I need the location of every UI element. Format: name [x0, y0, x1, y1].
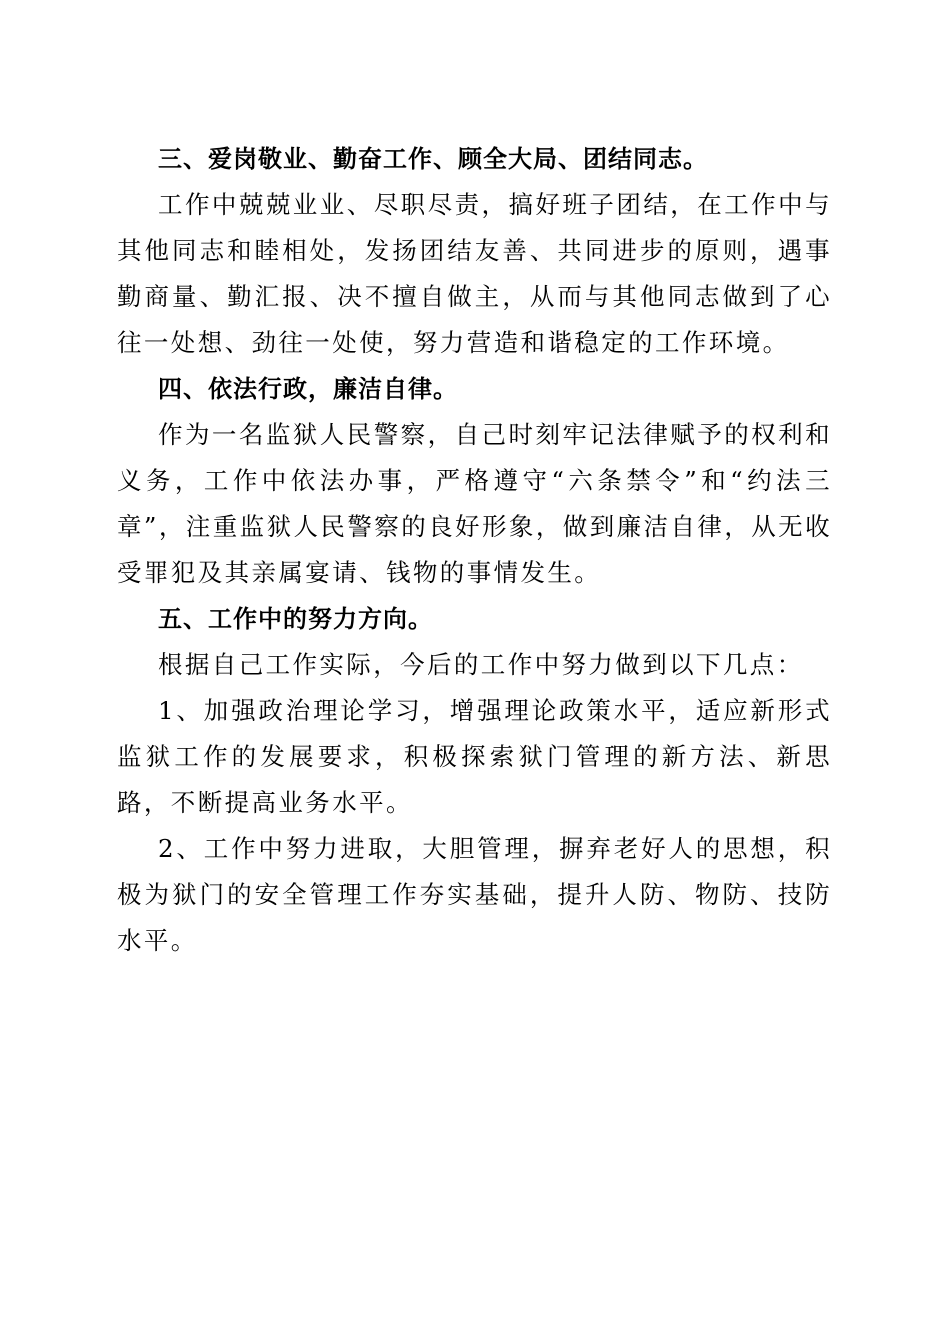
document-body [117, 136, 832, 964]
section-3-paragraph: 工作中兢兢业业、尽职尽责，搞好班子团结，在工作中与其他同志和睦相处，发扬团结友善、共同进步的原则，遇事勤商量、勤汇报、决不擅自做主，从而与其他同志做到了心往一处想、劲往一处使，努力营造和谐稳定的工作环境。 [117, 190, 832, 357]
section-4-heading: 四、依法行政，廉洁自律。 [158, 375, 458, 403]
section-3-heading: 三、爱岗敬业、勤奋工作、顾全大局、团结同志。 [158, 145, 708, 173]
section-5-item-2: 2、工作中努力进取，大胆管理，摒弃老好人的思想，积极为狱门的安全管理工作夯实基础，提升人防、物防、技防水平。 [117, 834, 832, 955]
section-5-item-1: 1、加强政治理论学习，增强理论政策水平，适应新形式监狱工作的发展要求，积极探索狱门管理的新方法、新思路，不断提高业务水平。 [117, 696, 832, 817]
section-4-paragraph: 作为一名监狱人民警察，自己时刻牢记法律赋予的权利和义务，工作中依法办事，严格遵守“六条禁令”和“约法三章”，注重监狱人民警察的良好形象，做到廉洁自律，从无收受罪犯及其亲属宴请、钱物的事情发生。 [117, 420, 832, 587]
section-5-heading: 五、工作中的努力方向。 [158, 605, 433, 633]
section-5-intro: 根据自己工作实际，今后的工作中努力做到以下几点： [158, 650, 804, 679]
